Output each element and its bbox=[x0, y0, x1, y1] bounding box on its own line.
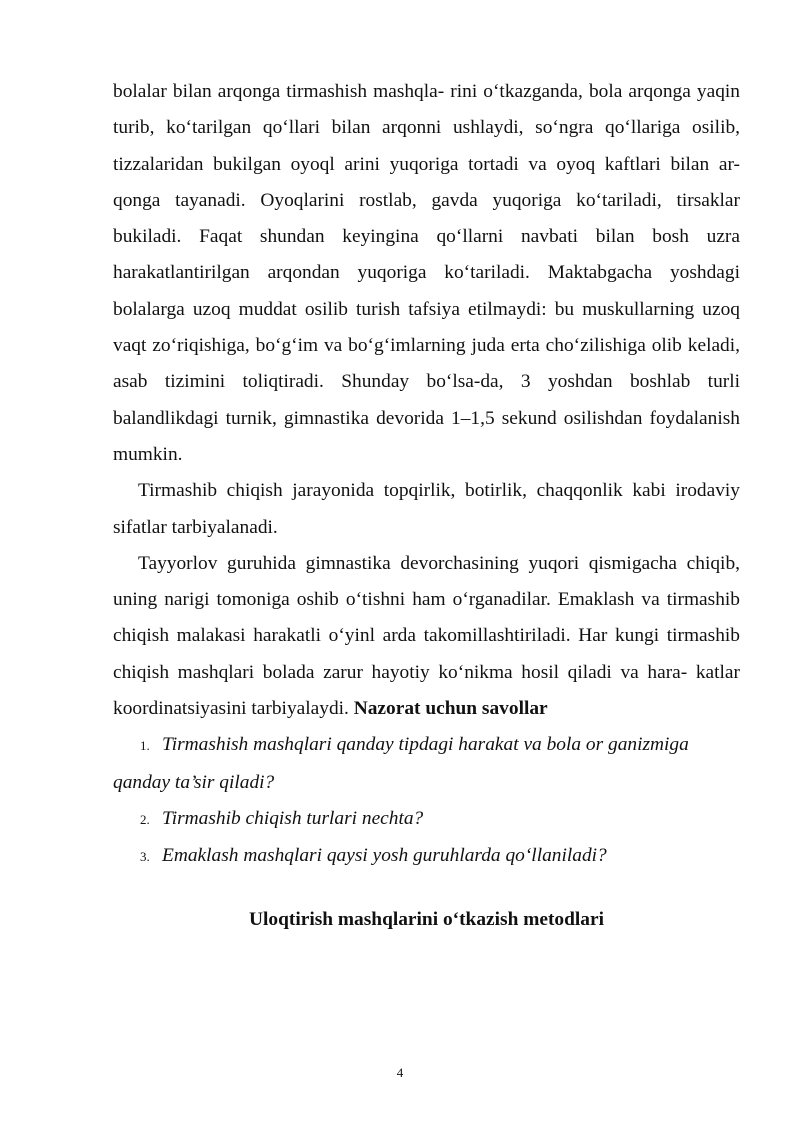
question-item-2 bbox=[113, 801, 740, 838]
body-paragraph-3 bbox=[113, 546, 740, 727]
question-number: 2. bbox=[140, 811, 150, 827]
questions-heading: Nazorat uchun savollar bbox=[353, 698, 548, 720]
body-paragraph-2: Tirmashib chiqish jarayonida topqirlik, botirlik, chaqqonlik kabi irodaviy sifatlar tarbiyalanadi. bbox=[113, 480, 740, 538]
questions-list bbox=[113, 727, 740, 875]
question-text: Tirmashib chiqish turlari nechta? bbox=[162, 807, 424, 829]
question-text: Emaklash mashqlari qaysi yosh guruhlarda qo‘llaniladi? bbox=[162, 845, 607, 867]
question-item-1 bbox=[113, 727, 740, 801]
document-page bbox=[113, 74, 740, 938]
question-text: Tirmashish mashqlari qanday tipdagi harakat va bola or ganizmiga qanday ta’sir qiladi? bbox=[113, 734, 689, 793]
body-paragraph-1: bolalar bilan arqonga tirmashish mashqla- rini o‘tkazganda, bola arqonga yaqin turib, ko‘tarilgan qo‘llari bilan arqonni ushlaydi, so‘ngra qo‘llariga osilib, tizzalaridan bukilgan oyoql arini yuqoriga tortadi va oyoq kaftlari bilan ar- qonga tayanadi. Oyoqlarini rostlab, gavda yuqoriga ko‘tariladi, tirsaklar bukiladi. Faqat shundan keyingina qo‘llarni navbati bilan bosh uzra harakatlantirilgan arqondan yuqoriga ko‘tariladi. Maktabgacha yoshdagi bolalarga uzoq muddat osilib turish tafsiya etilmaydi: bu muskullarning uzoq vaqt zo‘riqishiga, bo‘g‘im va bo‘g‘imlarning juda erta cho‘zilishiga olib keladi, asab tizimini toliqtiradi. Shunday bo‘lsa-da, 3 yoshdan boshlab turli balandlikdagi turnik, gimnastika devorida 1–1,5 sekund osilishdan foydalanish mumkin. bbox=[113, 81, 740, 465]
page-number: 4 bbox=[396, 1065, 404, 1080]
body-paragraph-3-text: Tayyorlov guruhida gimnastika devorchasining yuqori qismigacha chiqib, uning narigi tomoniga oshib o‘tishni ham o‘rganadilar. Emaklash va tirmashib chiqish malakasi harakatli o‘yinl arda takomillashtiriladi. Har kungi tirmashib chiqish mashqlari bolada zarur hayotiy ko‘nikma hosil qiladi va hara- katlar koordinatsiyasini tarbiyalaydi. bbox=[113, 552, 740, 720]
section-heading: Uloqtirish mashqlarini o‘tkazish metodlari bbox=[249, 908, 604, 930]
question-item-3 bbox=[113, 838, 740, 875]
question-number: 3. bbox=[140, 849, 150, 865]
question-number: 1. bbox=[140, 738, 150, 754]
